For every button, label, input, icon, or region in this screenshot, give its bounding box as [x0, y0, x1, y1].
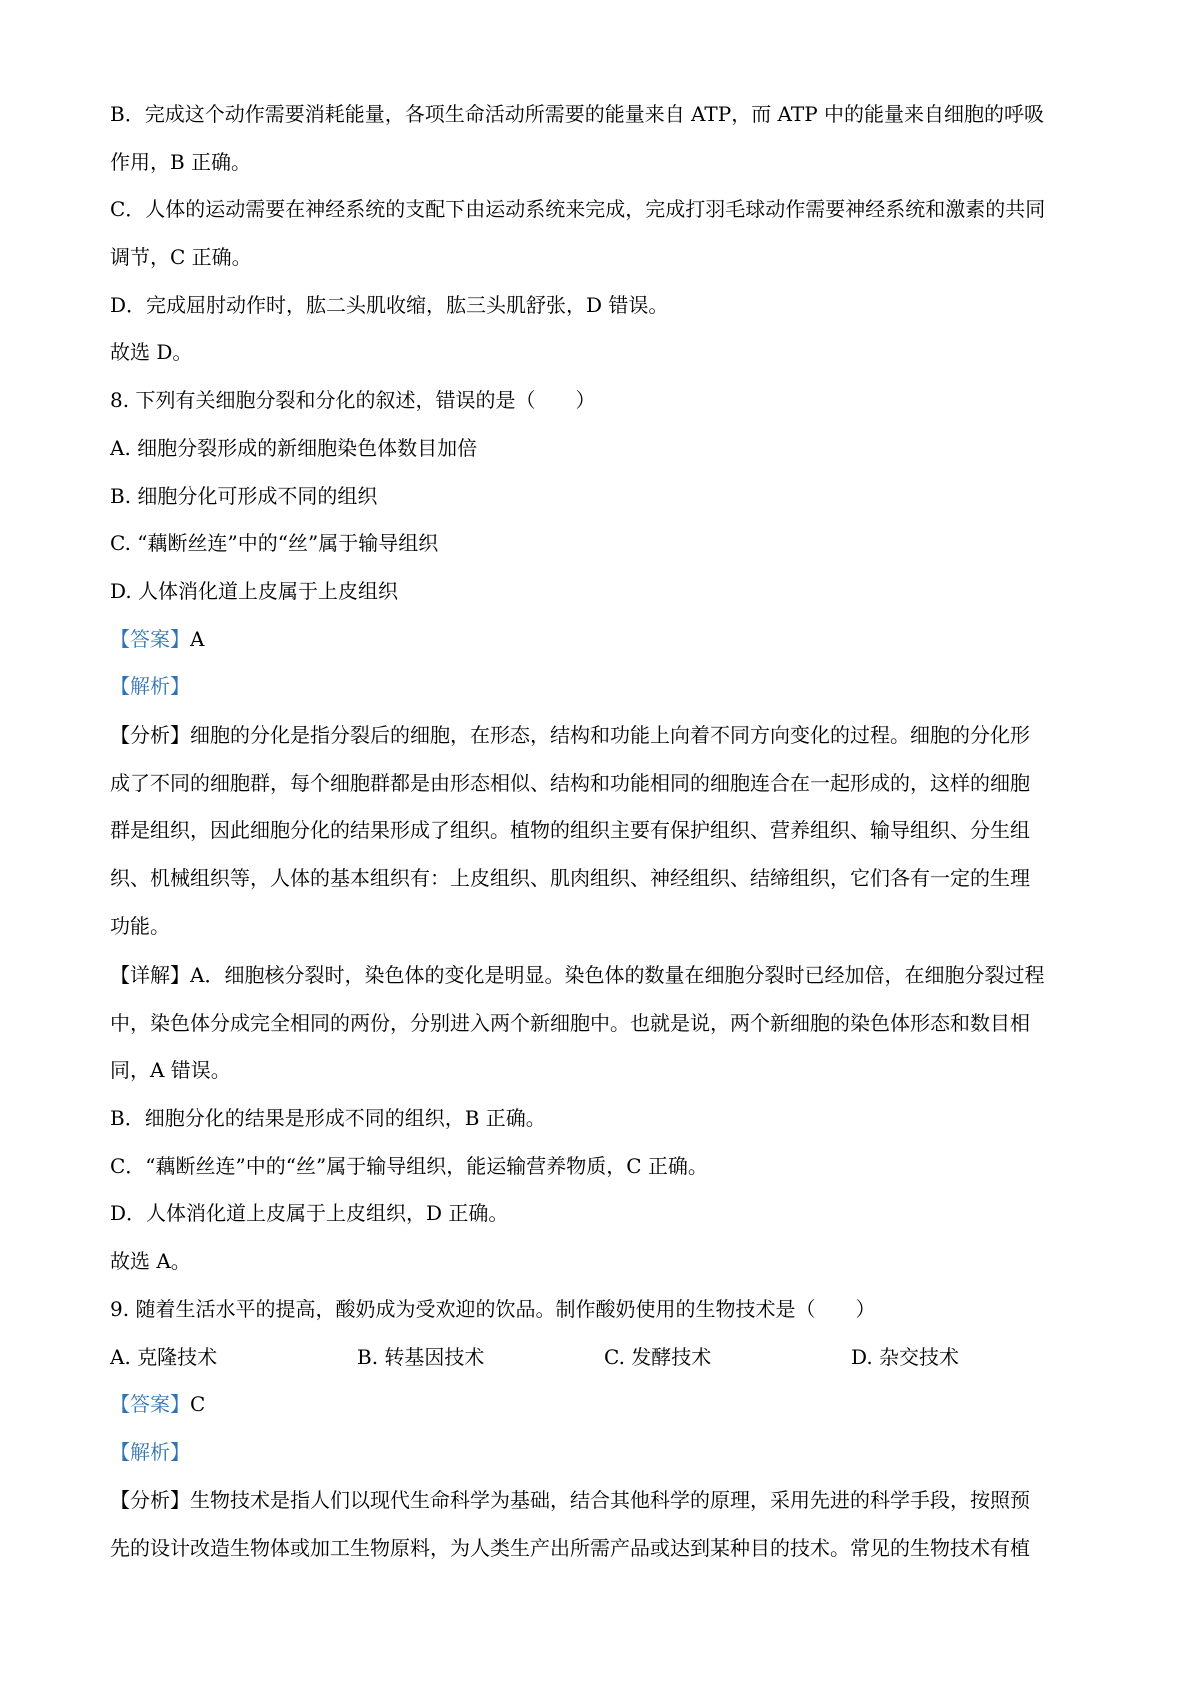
- q8-fenxi-line3: 群是组织，因此细胞分化的结果形成了组织。植物的组织主要有保护组织、营养组织、输导组织、分生组: [110, 818, 1030, 842]
- q8-jiexi-tag: 【解析】: [110, 674, 190, 698]
- q8-final-choice: 故选 A。: [110, 1249, 191, 1273]
- q8-stem: 8. 下列有关细胞分裂和分化的叙述，错误的是（ ）: [110, 388, 596, 412]
- q7-option-b-analysis-line2: 作用，B 正确。: [110, 150, 252, 174]
- answer-value: A: [190, 627, 205, 651]
- answer-tag: 【答案】: [110, 627, 190, 651]
- fenxi-tag: 【分析】: [110, 723, 190, 747]
- q7-option-c-analysis-line2: 调节，C 正确。: [110, 245, 252, 269]
- fenxi-tag: 【分析】: [110, 1488, 190, 1512]
- q8-answer: [110, 625, 1100, 653]
- q8-xiangjie-line5: C．“藕断丝连”中的“丝”属于输导组织，能运输营养物质，C 正确。: [110, 1154, 708, 1178]
- q8-xiangjie-line4: B．细胞分化的结果是形成不同的组织，B 正确。: [110, 1106, 546, 1130]
- q8-fenxi-line2: 成了不同的细胞群，每个细胞群都是由形态相似、结构和功能相同的细胞连合在一起形成的，这样的细胞: [110, 771, 1030, 795]
- q8-option-d: D. 人体消化道上皮属于上皮组织: [110, 579, 399, 603]
- q8-xiangjie-line1: [110, 961, 1100, 989]
- q9-fenxi-line1: [110, 1486, 1100, 1514]
- q9-answer: [110, 1390, 1100, 1418]
- q9-option-b: B. 转基因技术: [357, 1345, 485, 1369]
- q9-option-a: A. 克隆技术: [110, 1345, 218, 1369]
- q9-option-c: C. 发酵技术: [604, 1345, 712, 1369]
- q9-stem: 9. 随着生活水平的提高，酸奶成为受欢迎的饮品。制作酸奶使用的生物技术是（ ）: [110, 1297, 876, 1321]
- q7-option-b-analysis-line1: B．完成这个动作需要消耗能量，各项生命活动所需要的能量来自 ATP，而 ATP 中的能量来自细胞的呼吸: [110, 102, 1045, 126]
- xiangjie-text: A．细胞核分裂时，染色体的变化是明显。染色体的数量在细胞分裂时已经加倍，在细胞分裂过程: [190, 963, 1045, 987]
- fenxi-text: 细胞的分化是指分裂后的细胞，在形态，结构和功能上向着不同方向变化的过程。细胞的分化形: [190, 723, 1030, 747]
- answer-value: C: [190, 1392, 206, 1416]
- q8-option-b: B. 细胞分化可形成不同的组织: [110, 484, 378, 508]
- q8-option-a: A. 细胞分裂形成的新细胞染色体数目加倍: [110, 436, 478, 460]
- q8-option-c: C. “藕断丝连”中的“丝”属于输导组织: [110, 531, 439, 555]
- q8-fenxi-line1: [110, 721, 1100, 749]
- fenxi-text: 生物技术是指人们以现代生命科学为基础，结合其他科学的原理，采用先进的科学手段，按照预: [190, 1488, 1030, 1512]
- q8-fenxi-line4: 织、机械组织等，人体的基本组织有：上皮组织、肌肉组织、神经组织、结缔组织，它们各有一定的生理: [110, 866, 1030, 890]
- q8-xiangjie-line3: 同，A 错误。: [110, 1058, 231, 1082]
- q9-jiexi-tag: 【解析】: [110, 1440, 190, 1464]
- q7-option-d-analysis: D．完成屈肘动作时，肱二头肌收缩，肱三头肌舒张，D 错误。: [110, 293, 669, 317]
- q9-fenxi-line2: 先的设计改造生物体或加工生物原料，为人类生产出所需产品或达到某种目的技术。常见的生物技术有植: [110, 1536, 1030, 1560]
- q7-option-c-analysis-line1: C．人体的运动需要在神经系统的支配下由运动系统来完成，完成打羽毛球动作需要神经系统和激素的共同: [110, 197, 1046, 221]
- q8-xiangjie-line2: 中，染色体分成完全相同的两份，分别进入两个新细胞中。也就是说，两个新细胞的染色体形态和数目相: [110, 1011, 1030, 1035]
- q9-option-d: D. 杂交技术: [851, 1345, 960, 1369]
- xiangjie-tag: 【详解】: [110, 963, 190, 987]
- q8-xiangjie-line6: D．人体消化道上皮属于上皮组织，D 正确。: [110, 1201, 509, 1225]
- q8-fenxi-line5: 功能。: [110, 914, 170, 938]
- q7-final-choice: 故选 D。: [110, 340, 193, 364]
- answer-tag: 【答案】: [110, 1392, 190, 1416]
